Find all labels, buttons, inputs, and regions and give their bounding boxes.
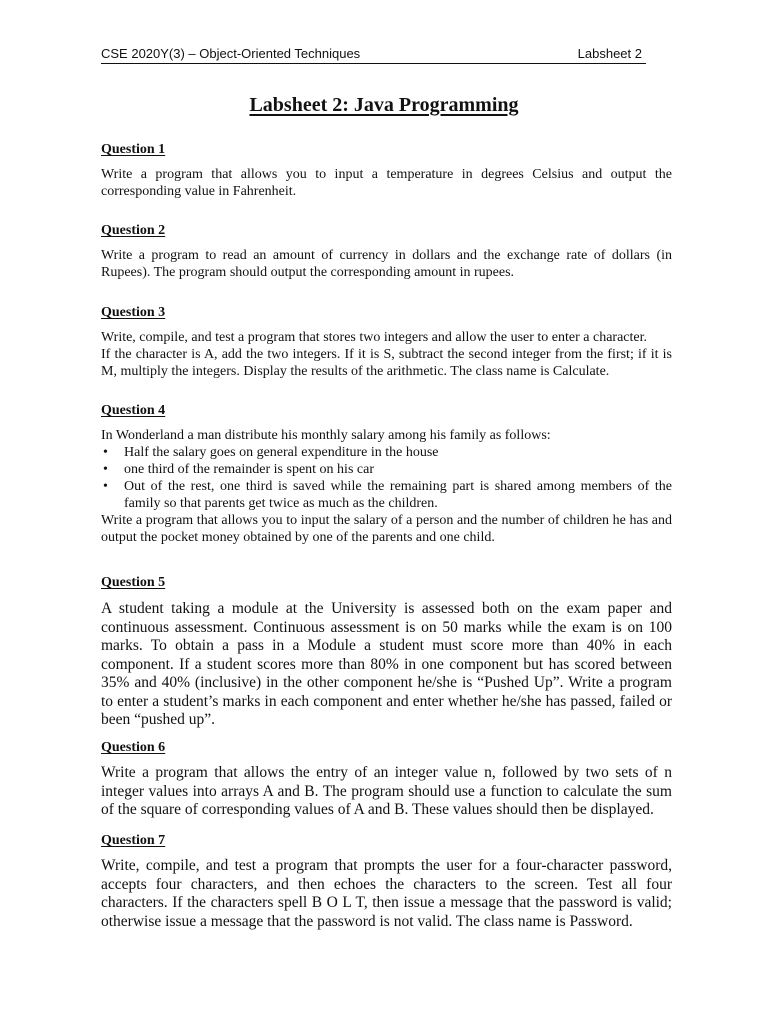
question-3-text-1: Write, compile, and test a program that stores two integers and allow the user to enter a character. (101, 330, 648, 345)
sheet-label: Labsheet 2 (577, 46, 642, 61)
list-item (101, 444, 672, 461)
question-7-heading: Question 7 (101, 833, 166, 848)
bullet-icon: • (103, 479, 108, 494)
course-code: CSE 2020Y(3) – Object-Oriented Techniques (101, 46, 361, 61)
bullet-text: Out of the rest, one third is saved while the remaining part is shared among members of the family so that parents get twice as much as the children. (124, 479, 672, 511)
bullet-icon: • (103, 462, 108, 477)
question-4-body (101, 427, 672, 546)
question-6-text: Write a program that allows the entry of an integer value n, followed by two sets of n integer values into arrays A and B. The program should use a function to calculate the sum of the square of corresponding values of A and B. These values should then be displayed. (101, 764, 672, 818)
bullet-icon: • (103, 445, 108, 460)
list-item (101, 478, 672, 512)
question-5-heading: Question 5 (101, 575, 166, 590)
question-6-body (101, 764, 672, 820)
question-7-body (101, 857, 672, 931)
question-1-heading: Question 1 (101, 142, 166, 157)
bullet-text: Half the salary goes on general expenditure in the house (124, 445, 439, 460)
question-4-heading: Question 4 (101, 403, 166, 418)
list-item (101, 461, 672, 478)
question-3-heading: Question 3 (101, 305, 166, 320)
question-5-body (101, 600, 672, 730)
running-header (101, 45, 646, 64)
question-2-body (101, 247, 672, 281)
question-4-outro: Write a program that allows you to input the salary of a person and the number of children he has and output the pocket money obtained by one of the parents and one child. (101, 513, 672, 545)
page-title (0, 92, 768, 118)
bullet-text: one third of the remainder is spent on his car (124, 462, 374, 477)
question-7-text: Write, compile, and test a program that prompts the user for a four-character password, accepts four characters, and then echoes the characters to the screen. Test all four characters. If the characters spell B O L T, then issue a message that the password is valid; otherwise issue a message that the password is not valid. The class name is Password. (101, 857, 672, 930)
question-2-heading: Question 2 (101, 223, 166, 238)
question-4-bullet-list (101, 444, 672, 512)
question-5-text: A student taking a module at the University is assessed both on the exam paper and continuous assessment. Continuous assessment is on 50 marks while the exam is on 100 marks. To obtain a pass in a Module a student must score more than 40% in each component. If a student scores more than 80% in one component but has scored between 35% and 40% (inclusive) in the other component he/she is “Pushed Up”. Write a program to enter a student’s marks in each component and enter whether he/she has passed, failed or been “pushed up”. (101, 600, 672, 728)
question-4-intro: In Wonderland a man distribute his monthly salary among his family as follows: (101, 428, 551, 443)
question-3-body (101, 329, 672, 380)
question-3-text-2: If the character is A, add the two integers. If it is S, subtract the second integer from the first; if it is M, multiply the integers. Display the results of the arithmetic. The class name is Calculate. (101, 347, 672, 379)
question-2-text: Write a program to read an amount of currency in dollars and the exchange rate of dollars (in Rupees). The program should output the corresponding amount in rupees. (101, 248, 672, 280)
question-1-text: Write a program that allows you to input a temperature in degrees Celsius and output the corresponding value in Fahrenheit. (101, 167, 672, 199)
question-6-heading: Question 6 (101, 740, 166, 755)
question-1-body (101, 166, 672, 200)
page-title-text: Labsheet 2: Java Programming (249, 94, 519, 116)
